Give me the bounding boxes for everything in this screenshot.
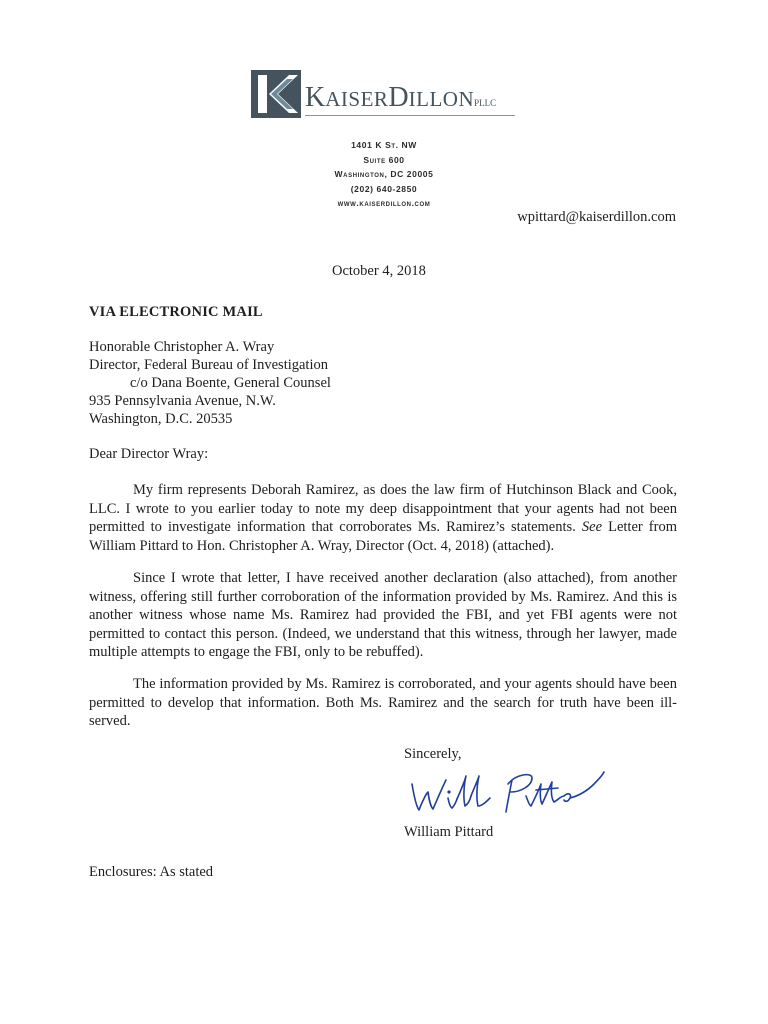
- firm-address: [300, 138, 468, 211]
- p1-see-signal: See: [581, 519, 603, 535]
- recipient-care-of: c/o Dana Boente, General Counsel: [130, 375, 331, 391]
- recipient-name: Honorable Christopher A. Wray: [89, 339, 275, 355]
- recipient-street: 935 Pennsylvania Avenue, N.W.: [89, 393, 276, 409]
- address-phone: (202) 640-2850: [350, 183, 418, 194]
- handwritten-signature: [408, 762, 608, 822]
- body-paragraph-2: Since I wrote that letter, I have received another declaration (also attached), from another witness, offering still further corroboration of the information provided by Ms. Ramirez. And this is another witness whose name Ms. Ramirez had provided the FBI, and yet FBI agents were not permitted to contact this person. (Indeed, we understand that this witness, through her lawyer, made multiple attempts to engage the FBI, only to be rebuffed).: [89, 570, 677, 660]
- body-paragraph-1: [89, 481, 677, 555]
- enclosures-note: Enclosures: As stated: [89, 864, 214, 880]
- p1-citation-text: Letter from William Pittard to Hon. Christopher A. Wray, Director (Oct. 4, 2018) (attached).: [89, 519, 677, 554]
- recipient-address: [89, 338, 331, 428]
- address-city: Washington, DC 20005: [334, 169, 434, 179]
- p1-main-text: My firm represents Deborah Ramirez, as does the law firm of Hutchinson Black and Cook, LLC. I wrote to you earlier today to note my deep disappointment that your agents had not been permitted to investigate information that corroborates Ms. Ramirez’s statements.: [89, 482, 677, 535]
- sender-email: wpittard@kaiserdillon.com: [517, 209, 676, 225]
- recipient-title: Director, Federal Bureau of Investigation: [89, 357, 328, 373]
- address-street: 1401 K St. NW: [351, 140, 417, 150]
- signer-name: William Pittard: [404, 824, 494, 840]
- body-paragraph-3: The information provided by Ms. Ramirez is corroborated, and your agents should have been permitted to develop that information. Both Ms. Ramirez and the search for truth have been ill-served.: [89, 676, 677, 729]
- address-website: www.kaiserdillon.com: [337, 198, 431, 208]
- firm-name: KAISERDILLONPLLC: [305, 82, 497, 113]
- letter-date: October 4, 2018: [332, 263, 426, 279]
- firm-logo: [251, 70, 521, 118]
- delivery-method: VIA ELECTRONIC MAIL: [89, 304, 263, 320]
- logo-underline: [305, 115, 515, 116]
- recipient-city: Washington, D.C. 20535: [89, 411, 233, 427]
- address-suite: Suite 600: [363, 154, 405, 165]
- firm-logo-mark: [251, 70, 301, 118]
- salutation: Dear Director Wray:: [89, 446, 209, 462]
- closing: Sincerely,: [404, 746, 462, 762]
